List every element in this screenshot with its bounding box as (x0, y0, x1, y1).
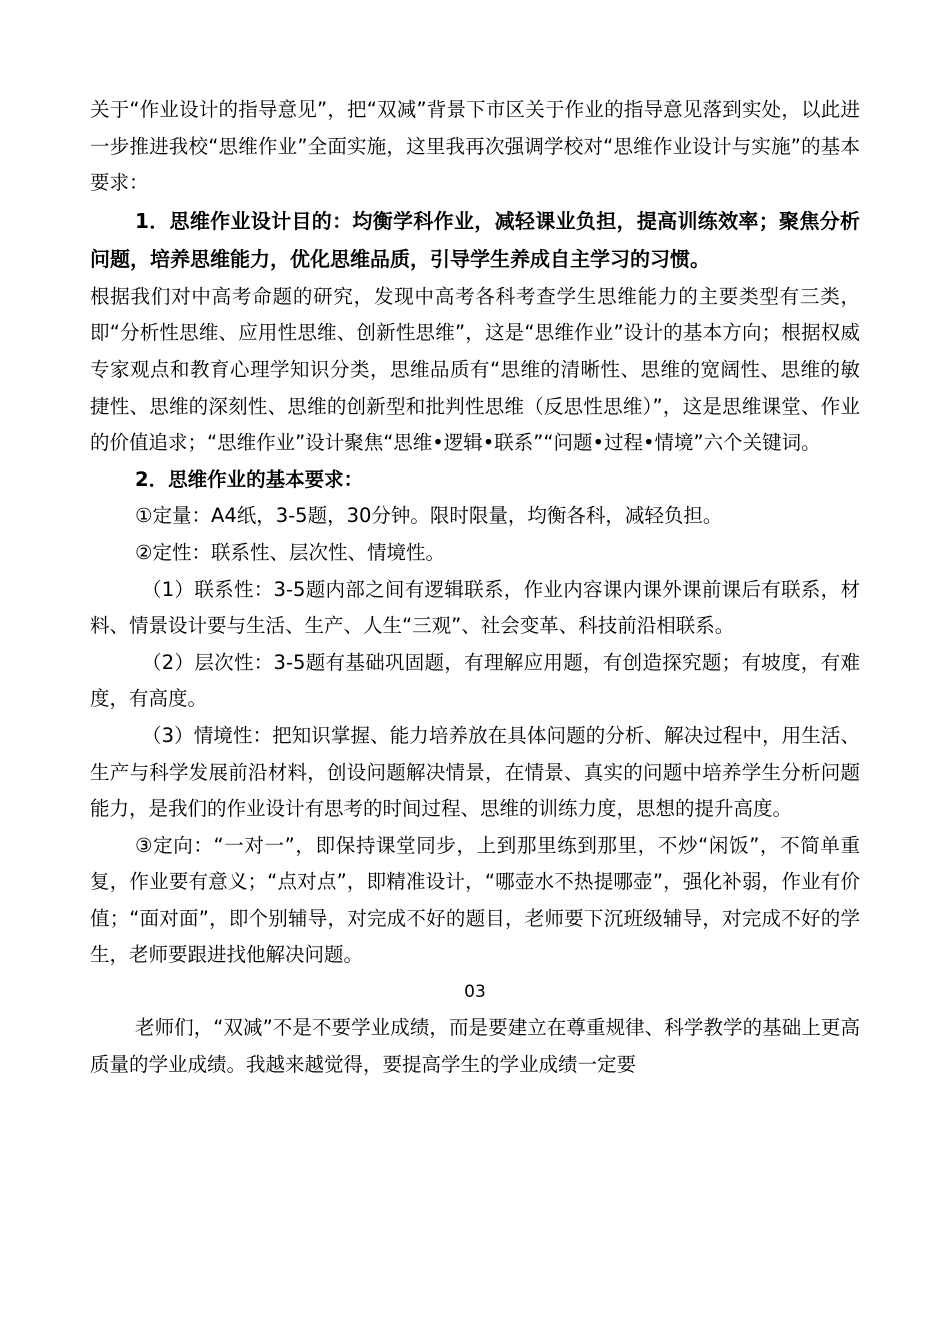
context-item: （3）情境性：把知识掌握、能力培养放在具体问题的分析、解决过程中，用生活、生产与科学发展前沿材料，创设问题解决情景，在情景、真实的问题中培养学生分析问题能力，是我们的作业设计有思考的时间过程、思维的训练力度，思想的提升高度。 (90, 723, 860, 821)
direction-requirement: ③定向：“一对一”，即保持课堂同步，上到那里练到那里，不炒“闲饭”，不简单重复，作业要有意义；“点对点”，即精准设计，“哪壶水不热提哪壶”，强化补弱，作业有价值；“面对面”，即个别辅导，对完成不好的题目，老师要下沉班级辅导，对完成不好的学生，老师要跟进找他解决问题。 (90, 833, 860, 967)
intro-paragraph: 关于“作业设计的指导意见”，把“双减”背景下市区关于作业的指导意见落到实处，以此进一步推进我校“思维作业”全面实施，这里我再次强调学校对“思维作业设计与实施”的基本要求： (90, 98, 860, 195)
document-page (90, 92, 860, 1083)
section-1-heading: 1．思维作业设计目的：均衡学科作业，减轻课业负担，提高训练效率；聚焦分析问题，培养思维能力，优化思维品质，引导学生养成自主学习的习惯。 (90, 208, 860, 272)
analysis-paragraph: 根据我们对中高考命题的研究，发现中高考各科考查学生思维能力的主要类型有三类，即“分析性思维、应用性思维、创新性思维”，这是“思维作业”设计的基本方向；根据权威专家观点和教育心理学知识分类，思维品质有“思维的清晰性、思维的宽阔性、思维的敏捷性、思维的深刻性、思维的创新型和批判性思维（反思性思维）”，这是思维课堂、作业的价值追求；“思维作业”设计聚焦“思维•逻辑•联系”“问题•过程•情境”六个关键词。 (90, 284, 860, 455)
connection-item: （1）联系性：3-5题内部之间有逻辑联系，作业内容课内课外课前课后有联系，材料、情景设计要与生活、生产、人生“三观”、社会变革、科技前沿相联系。 (90, 577, 860, 638)
section-2-heading: 2．思维作业的基本要求： (135, 467, 364, 491)
hierarchy-item: （2）层次性：3-5题有基础巩固题，有理解应用题，有创造探究题；有坡度，有难度，有高度。 (90, 650, 860, 711)
quantity-requirement: ①定量：A4纸，3-5题，30分钟。限时限量，均衡各科，减轻负担。 (135, 504, 723, 528)
closing-paragraph: 老师们，“双减”不是不要学业成绩，而是要建立在尊重规律、科学教学的基础上更高质量的学业成绩。我越来越觉得，要提高学生的学业成绩一定要 (90, 1016, 860, 1076)
quality-requirement: ②定性：联系性、层次性、情境性。 (135, 540, 445, 564)
section-number: 03 (464, 982, 486, 1003)
